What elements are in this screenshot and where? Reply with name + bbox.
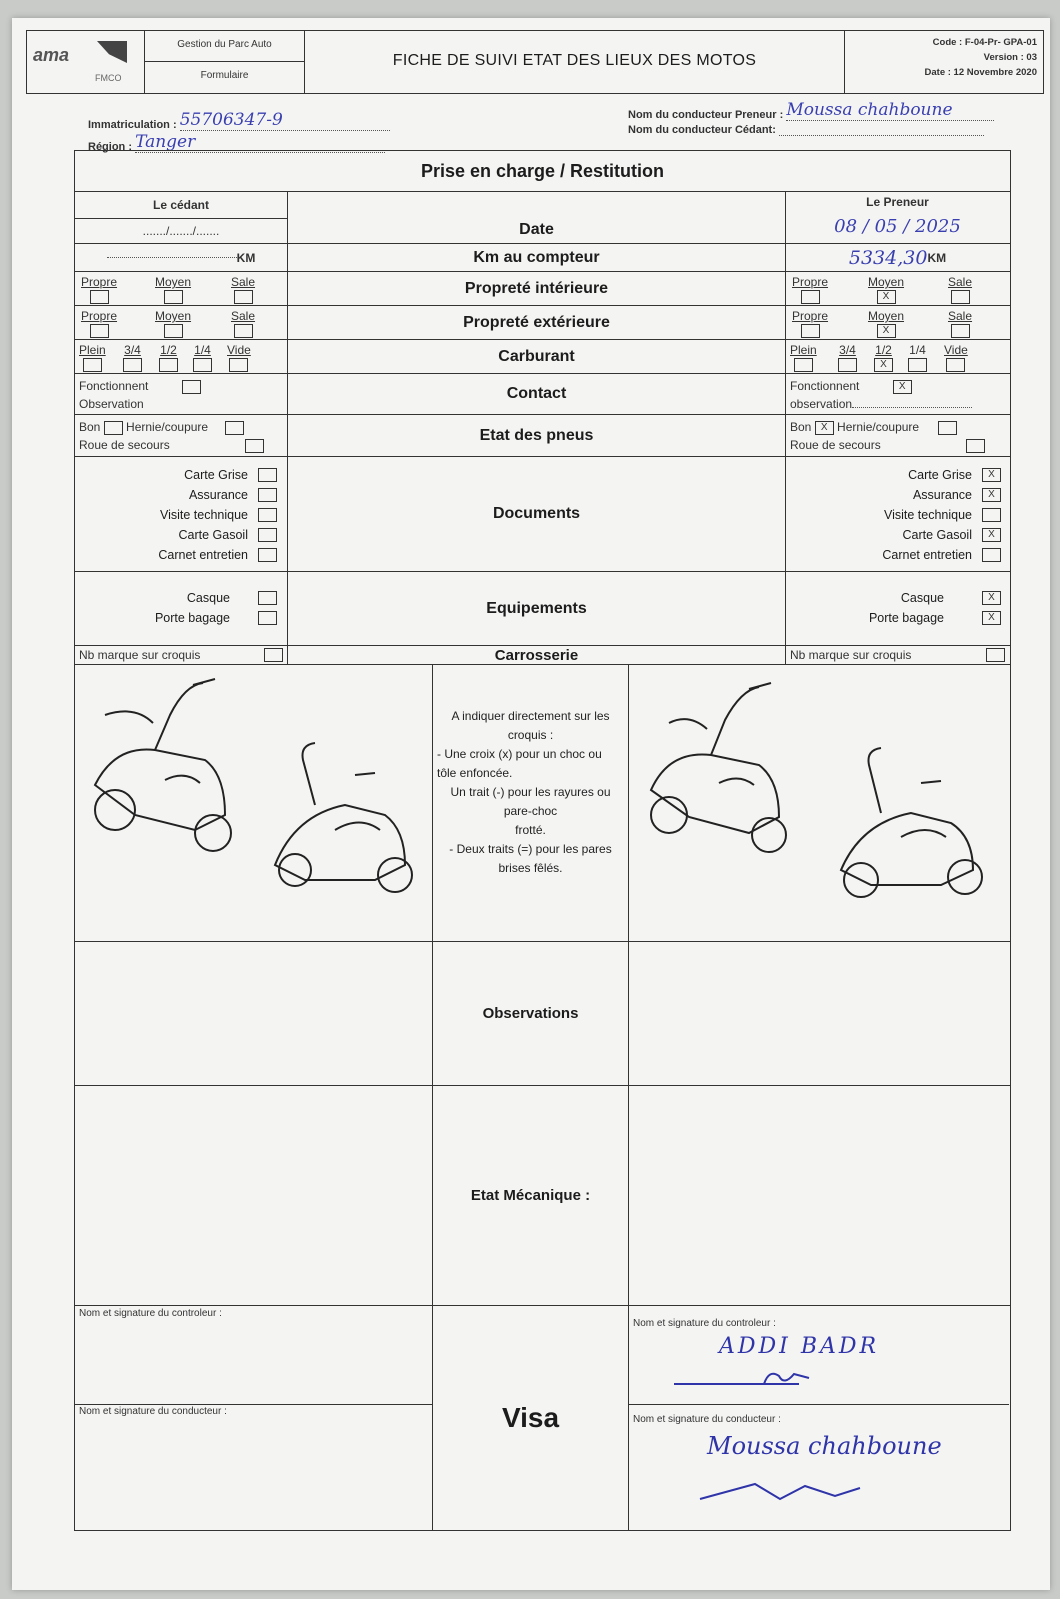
cedant-doc-assurance[interactable]: Assurance (158, 485, 277, 505)
immatriculation-field[interactable] (88, 110, 390, 131)
carburant-row (75, 340, 1010, 374)
preneur-doc-visite[interactable]: Visite technique (882, 505, 1001, 525)
cedant-value[interactable] (779, 135, 984, 136)
cedant-carburant (75, 340, 288, 373)
preneur-date[interactable]: 08 / 05 / 2025 (834, 215, 961, 237)
contact-label: Contact (288, 374, 786, 414)
cedant-pneus-bon[interactable]: Bon Hernie/coupure (79, 418, 283, 436)
cedant-int-moyen[interactable]: Moyen (155, 275, 191, 304)
preneur-fonctionnent[interactable]: Fonctionnent X (790, 377, 1005, 395)
conducteur-name: Moussa chahboune (707, 1432, 942, 1460)
preneur-mecanique[interactable] (629, 1086, 1009, 1305)
preneur-int-moyen[interactable]: Moyen X (868, 275, 905, 302)
carburant-label: Carburant (288, 340, 786, 373)
preneur-value[interactable]: Moussa chahboune (786, 100, 994, 121)
cedant-fonctionnent[interactable]: Fonctionnent (79, 377, 283, 395)
cedant-equipements (75, 572, 288, 645)
proprete-int-row (75, 272, 1010, 306)
preneur-doc-list (882, 465, 1001, 565)
preneur-conducteur-box[interactable]: Nom et signature du conducteur : Moussa chahboune (629, 1404, 1009, 1530)
cedant-equip-casque[interactable]: Casque (155, 588, 277, 608)
immatriculation-value[interactable]: 55706347-9 (180, 110, 390, 131)
preneur-int-propre[interactable]: Propre (792, 275, 828, 304)
form-meta (845, 31, 1043, 93)
preneur-ext-propre[interactable]: Propre (792, 309, 828, 338)
cedant-equip-porte-bagage[interactable]: Porte bagage (155, 608, 277, 628)
km-unit-left: KM (236, 250, 256, 265)
visa-label: Visa (433, 1306, 629, 1530)
cedant-croquis[interactable] (75, 665, 433, 941)
cedant-proprete-int (75, 272, 288, 305)
croquis-row (75, 665, 1010, 942)
km-row (75, 244, 1010, 272)
scooter-sketch-icon (629, 665, 1007, 940)
preneur-doc-carnet[interactable]: Carnet entretien (882, 545, 1001, 565)
cedant-doc-list (158, 465, 277, 565)
cedant-documents (75, 457, 288, 571)
form-sheet (12, 18, 1050, 1590)
mecanique-row (75, 1086, 1010, 1306)
croquis-instructions: A indiquer directement sur les croquis : - Une croix (x) pour un choc ou tôle enfoncée. Un trait (-) pour les rayures ou pare-choc frotté. - Deux traits (=) pour les pares brises fêlés. (433, 665, 629, 941)
preneur-ext-moyen[interactable]: Moyen X (868, 309, 905, 336)
preneur-carburant (786, 340, 1009, 373)
preneur-pneus-bon[interactable]: Bon X Hernie/coupure (790, 418, 1005, 436)
immatriculation-label: Immatriculation : (88, 119, 177, 131)
preneur-ext-sale[interactable]: Sale (948, 309, 972, 338)
preneur-fuel-3-4[interactable]: 3/4 (838, 343, 857, 372)
date-label: Date (519, 221, 554, 238)
form-type: Formulaire (200, 70, 249, 81)
logo-text: ama (33, 45, 70, 65)
cedant-controleur-box[interactable]: Nom et signature du controleur : (75, 1306, 432, 1405)
preneur-doc-gasoil[interactable]: Carte Gasoil X (882, 525, 1001, 545)
cedant-date-cell (75, 192, 288, 243)
logo-subtext: FMCO (95, 73, 122, 83)
preneur-equip-list (869, 588, 1001, 628)
equipements-label: Equipements (288, 572, 786, 645)
cedant-fuel-1-2[interactable]: 1/2 (159, 343, 178, 372)
preneur-km-value: 5334,30 (848, 246, 928, 269)
preneur-nb-marque[interactable]: Nb marque sur croquis (786, 646, 1009, 664)
preneur-doc-assurance[interactable]: Assurance X (882, 485, 1001, 505)
preneur-fuel-plein[interactable]: Plein (790, 343, 817, 372)
cedant-ext-sale[interactable]: Sale (231, 309, 255, 338)
cedant-ext-propre[interactable]: Propre (81, 309, 117, 338)
cedant-roue-secours[interactable]: Roue de secours (79, 436, 283, 454)
form-date: Date : 12 Novembre 2020 (924, 67, 1037, 78)
preneur-equip-porte-bagage[interactable]: Porte bagage X (869, 608, 1001, 628)
preneur-roue-secours[interactable]: Roue de secours (790, 436, 1005, 454)
inspection-table (74, 150, 1011, 1531)
preneur-observations[interactable] (629, 942, 1009, 1085)
form-version: Version : 03 (983, 52, 1037, 63)
preneur-proprete-int (786, 272, 1009, 305)
cedant-observation[interactable]: Observation (79, 397, 144, 411)
cedant-fuel-vide[interactable]: Vide (227, 343, 251, 372)
controleur-name: ADDI BADR (719, 1334, 880, 1359)
preneur-fuel-1-4[interactable]: 1/4 (908, 343, 927, 372)
cedant-doc-gasoil[interactable]: Carte Gasoil (158, 525, 277, 545)
cedant-doc-visite[interactable]: Visite technique (158, 505, 277, 525)
proprete-ext-label: Propreté extérieure (288, 306, 786, 339)
mecanique-label: Etat Mécanique : (433, 1086, 629, 1305)
cedant-visa (75, 1306, 433, 1530)
cedant-conducteur-box[interactable]: Nom et signature du conducteur : (79, 1406, 227, 1417)
region-label: Région : (88, 141, 132, 153)
carrosserie-row (75, 646, 1010, 665)
visa-row (75, 1306, 1010, 1530)
preneur-controleur-box[interactable]: Nom et signature du controleur : ADDI BADR (629, 1306, 1009, 1405)
preneur-date-cell (786, 192, 1009, 243)
system-cell (145, 31, 305, 93)
cedant-field[interactable] (628, 124, 984, 136)
preneur-fuel-vide[interactable]: Vide (944, 343, 968, 372)
date-label-cell (288, 192, 786, 243)
cedant-fuel-plein[interactable]: Plein (79, 343, 106, 372)
contact-row (75, 374, 1010, 415)
cedant-fuel-3-4[interactable]: 3/4 (123, 343, 142, 372)
cedant-header: Le cédant (75, 192, 287, 219)
cedant-fuel-1-4[interactable]: 1/4 (193, 343, 212, 372)
form-code: Code : F-04-Pr- GPA-01 (932, 37, 1037, 48)
cedant-doc-carte-grise[interactable]: Carte Grise (158, 465, 277, 485)
table-title: Prise en charge / Restitution (75, 151, 1010, 192)
preneur-doc-carte-grise[interactable]: Carte Grise X (882, 465, 1001, 485)
km-label: Km au compteur (288, 244, 786, 271)
system-name: Gestion du Parc Auto (145, 31, 304, 62)
company-logo (27, 31, 145, 93)
cedant-nb-marque[interactable]: Nb marque sur croquis (75, 646, 288, 664)
preneur-equip-casque[interactable]: Casque X (869, 588, 1001, 608)
proprete-int-label: Propreté intérieure (288, 272, 786, 305)
cedant-km[interactable] (75, 244, 288, 271)
preneur-observation[interactable]: observation (790, 395, 1005, 413)
cedant-date[interactable]: ......./......./....... (142, 224, 220, 238)
date-row (75, 192, 1010, 244)
cedant-doc-carnet[interactable]: Carnet entretien (158, 545, 277, 565)
documents-label: Documents (288, 457, 786, 571)
pneus-label: Etat des pneus (288, 415, 786, 456)
km-unit-right: KM (927, 250, 947, 265)
cedant-int-sale[interactable]: Sale (231, 275, 255, 304)
preneur-int-sale[interactable]: Sale (948, 275, 972, 304)
proprete-ext-row (75, 306, 1010, 340)
logo-mark-icon (97, 41, 127, 63)
preneur-field[interactable] (628, 100, 994, 121)
preneur-label: Nom du conducteur Preneur : (628, 109, 784, 121)
cedant-mecanique[interactable] (75, 1086, 433, 1305)
observations-label: Observations (433, 942, 629, 1085)
cedant-int-propre[interactable]: Propre (81, 275, 117, 304)
observations-row (75, 942, 1010, 1086)
cedant-contact (75, 374, 288, 414)
preneur-header: Le Preneur (866, 195, 929, 209)
cedant-observations[interactable] (75, 942, 433, 1085)
equipements-row (75, 572, 1010, 646)
controleur-signature-icon (669, 1364, 829, 1394)
documents-row (75, 457, 1010, 572)
cedant-proprete-ext (75, 306, 288, 339)
cedant-equip-list (155, 588, 277, 628)
preneur-visa (629, 1306, 1009, 1530)
form-header (26, 30, 1044, 94)
region-value[interactable]: Tanger (135, 132, 385, 153)
pneus-row (75, 415, 1010, 457)
cedant-pneus (75, 415, 288, 456)
preneur-pneus (786, 415, 1009, 456)
conducteur-signature-icon (695, 1474, 875, 1514)
preneur-fuel-1-2[interactable]: 1/2 X (875, 343, 892, 370)
cedant-ext-moyen[interactable]: Moyen (155, 309, 191, 338)
preneur-equipements (786, 572, 1009, 645)
preneur-km[interactable] (786, 244, 1009, 271)
preneur-contact (786, 374, 1009, 414)
preneur-proprete-ext (786, 306, 1009, 339)
carrosserie-label: Carrosserie (288, 646, 786, 664)
scooter-sketch-icon (75, 665, 431, 940)
form-title: FICHE DE SUIVI ETAT DES LIEUX DES MOTOS (305, 31, 845, 93)
cedant-label: Nom du conducteur Cédant: (628, 124, 776, 136)
preneur-documents (786, 457, 1009, 571)
preneur-croquis[interactable] (629, 665, 1009, 941)
